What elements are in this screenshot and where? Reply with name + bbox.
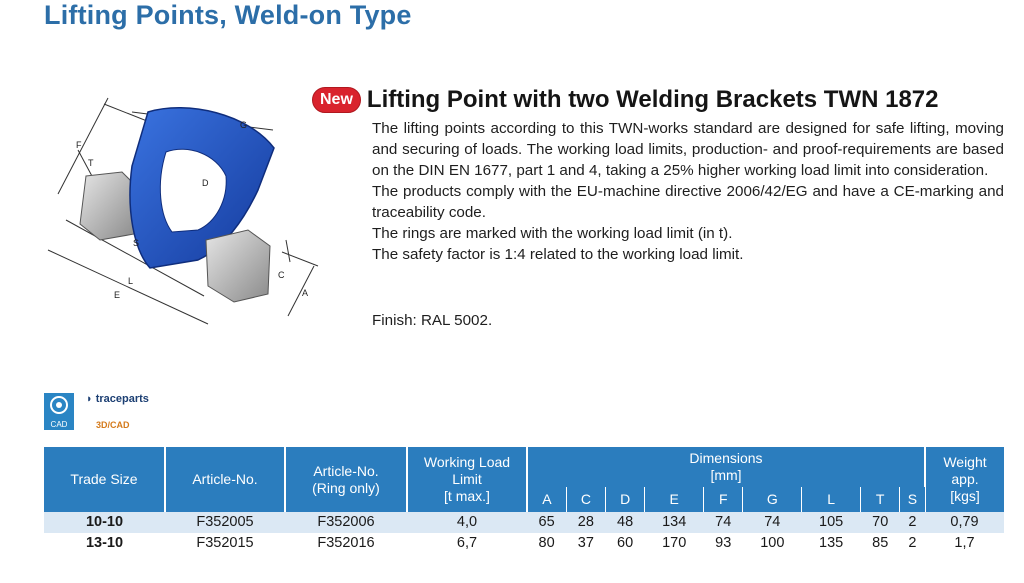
header-dim-g: G [743,487,802,512]
dim-label-s: S [133,238,140,248]
header-article-ring: Article-No. (Ring only) [285,447,407,512]
traceparts-subtitle: 3D/CAD [96,420,130,430]
page-title: Lifting Points, Weld-on Type [44,0,412,30]
traceparts-text: traceparts [95,393,149,405]
new-badge: New [312,87,361,113]
header-working-load-limit: Working Load Limit [t max.] [407,447,527,512]
header-article-no: Article-No. [165,447,285,512]
cell-article-ring: F352006 [285,512,407,533]
cell-trade-size: 13-10 [44,533,165,554]
cell-dim-c: 28 [566,512,605,533]
dim-label-f: F [76,140,82,150]
traceparts-logo[interactable] [86,393,149,405]
description-paragraph: The products comply with the EU-machine directive 2006/42/EG and have a CE-marking and traceability code. [372,183,1004,221]
product-description [372,118,1004,265]
cell-weight: 0,79 [925,512,1004,533]
dim-label-a: A [302,288,309,298]
header-dim-s: S [900,487,925,512]
cad-label: CAD [44,419,74,430]
header-dim-t: T [861,487,900,512]
cell-dim-l: 105 [802,512,861,533]
cell-dim-s: 2 [900,533,925,554]
header-dim-c: C [566,487,605,512]
dim-label-c: C [278,270,285,280]
cell-dim-e: 170 [645,533,704,554]
cell-wll: 6,7 [407,533,527,554]
cell-trade-size: 10-10 [44,512,165,533]
right-bracket [206,230,270,302]
cell-dim-t: 70 [861,512,900,533]
cell-dim-g: 74 [743,512,802,533]
cell-dim-d: 60 [606,533,645,554]
header-trade-size: Trade Size [44,447,165,512]
spec-table [44,447,1004,554]
header-dim-f: F [704,487,743,512]
product-header [312,86,939,114]
traceparts-swoosh-icon: ◗ [86,393,93,405]
dim-label-t: T [88,158,94,168]
left-bracket [80,172,136,240]
description-paragraph: The rings are marked with the working load limit (in t). [372,225,733,242]
cell-dim-g: 100 [743,533,802,554]
dim-label-d: D [202,178,209,188]
cell-dim-f: 93 [704,533,743,554]
product-drawing [38,90,338,330]
dim-label-l: L [128,276,134,286]
dim-label-g: G [240,120,248,130]
header-weight: Weight app. [kgs] [925,447,1004,512]
cell-dim-s: 2 [900,512,925,533]
cell-dim-c: 37 [566,533,605,554]
cell-article-no: F352015 [165,533,285,554]
cell-dim-f: 74 [704,512,743,533]
product-title: Lifting Point with two Welding Brackets TWN 1872 [366,86,939,113]
cell-weight: 1,7 [925,533,1004,554]
cell-dim-t: 85 [861,533,900,554]
cell-dim-a: 80 [527,533,566,554]
cell-dim-d: 48 [606,512,645,533]
header-dim-e: E [645,487,704,512]
table-row [44,533,1004,554]
table-row [44,512,1004,533]
finish-note: Finish: RAL 5002. [372,312,493,329]
description-paragraph: The lifting points according to this TWN-works standard are designed for safe lifting, moving and securing of loads. The working load limits, production- and proof-requirements are based on the DIN EN 1677, part 1 and 4, taking a 25% higher working load limit into consideration. [372,120,1004,179]
cell-dim-l: 135 [802,533,861,554]
header-dim-d: D [606,487,645,512]
description-paragraph: The safety factor is 1:4 related to the working load limit. [372,246,744,263]
header-dimensions: Dimensions [mm] [527,447,925,487]
header-dim-a: A [527,487,566,512]
cad-download-icon[interactable] [44,393,74,419]
cell-dim-e: 134 [645,512,704,533]
cell-article-ring: F352016 [285,533,407,554]
header-dim-l: L [802,487,861,512]
cell-article-no: F352005 [165,512,285,533]
cell-wll: 4,0 [407,512,527,533]
dim-label-e: E [114,290,121,300]
cell-dim-a: 65 [527,512,566,533]
